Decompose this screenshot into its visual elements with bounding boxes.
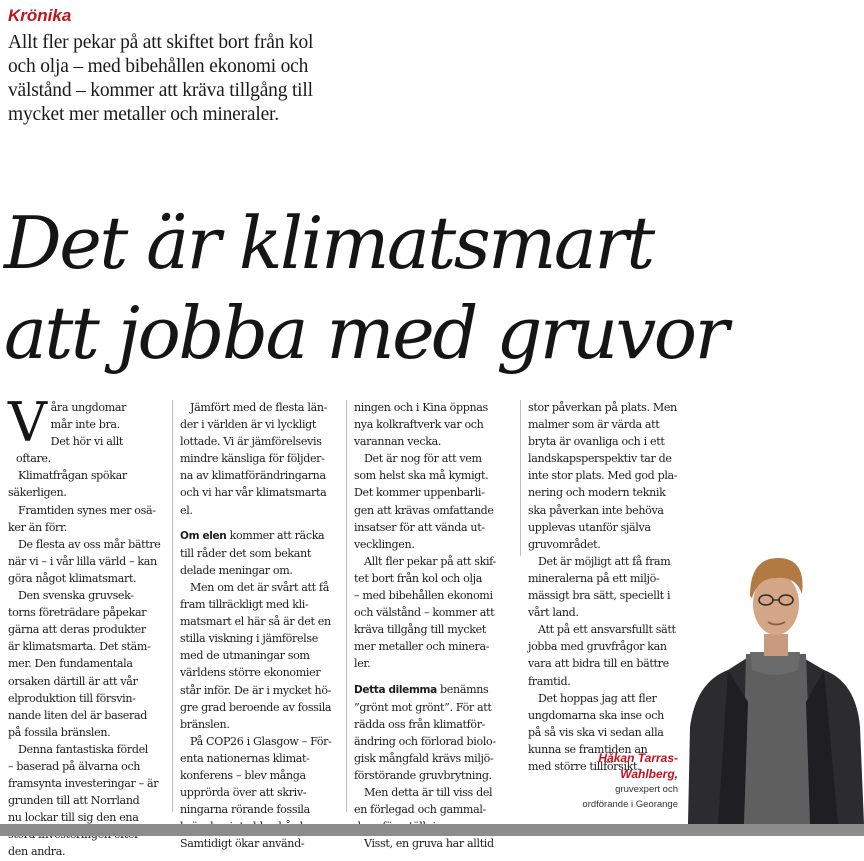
body-line: ungdomarna ska inse och bbox=[528, 708, 664, 722]
body-line: när vi – i vår lilla värld – kan bbox=[8, 554, 157, 568]
body-line: Visst, en gruva har alltid bbox=[364, 837, 494, 851]
body-line: står inför. De är i mycket hö- bbox=[180, 683, 332, 697]
author-role-line-2: ordförande i Georange bbox=[582, 799, 678, 810]
body-line: fram tillräckligt med kli- bbox=[180, 598, 309, 612]
body-line: gärna att deras produkter bbox=[8, 623, 146, 637]
column-divider bbox=[172, 400, 173, 812]
body-line: upplevas utanför själva bbox=[528, 520, 651, 534]
body-line: vecklingen. bbox=[354, 537, 415, 551]
body-line: ändring och förlorad biolo- bbox=[354, 734, 496, 748]
body-line: upprörda över att skriv- bbox=[180, 786, 307, 800]
body-line: tet bort från kol och olja bbox=[354, 571, 482, 585]
body-line: De flesta av oss mår bättre bbox=[18, 537, 161, 551]
body-column-4 bbox=[528, 399, 677, 775]
bottom-rule bbox=[0, 824, 864, 836]
drop-cap: V bbox=[8, 391, 47, 454]
body-line: en förlegad och gammal- bbox=[354, 803, 486, 817]
body-line: mer. Den fundamentala bbox=[8, 657, 133, 671]
body-line: el. bbox=[180, 503, 193, 517]
body-line: bryta är ovanliga och i ett bbox=[528, 435, 665, 449]
body-line: Samtidigt ökar använd- bbox=[180, 837, 305, 851]
body-line: Det kommer uppenbarli- bbox=[354, 486, 485, 500]
body-line: orsaken därtill är att vår bbox=[8, 674, 138, 688]
body-line: bränslen. bbox=[180, 717, 230, 731]
ingress-line: och olja – med bibehållen ekonomi och bbox=[8, 56, 309, 77]
body-line: Det hoppas jag att fler bbox=[538, 691, 657, 705]
body-line: framsynta investeringar – är bbox=[8, 777, 159, 791]
paragraph-gap bbox=[180, 519, 332, 527]
article-ingress bbox=[8, 31, 358, 127]
body-line: – baserad på älvarna och bbox=[8, 759, 141, 773]
paragraph-gap bbox=[354, 673, 496, 681]
body-line: stilla viskning i jämförelse bbox=[180, 632, 318, 646]
body-line: framtid. bbox=[528, 674, 571, 688]
body-line: åra ungdomar bbox=[50, 401, 127, 414]
body-line: ker än förr. bbox=[8, 520, 67, 534]
body-line: lottade. Vi är jämförelsevis bbox=[180, 435, 322, 449]
body-line: kräva tillgång till mycket bbox=[354, 623, 486, 637]
body-line: Det är nog för att vem bbox=[364, 452, 482, 466]
body-line: – med bibehållen ekonomi bbox=[354, 589, 493, 603]
body-line: ningarna rörande fossila bbox=[180, 803, 310, 817]
body-line: insatser för att vända ut- bbox=[354, 520, 485, 534]
body-line: vara att bidra till en bättre bbox=[528, 657, 669, 671]
body-line: förstörande gruvbrytning. bbox=[354, 768, 492, 782]
headline-line-1: Det är klimatsmart bbox=[4, 201, 653, 285]
body-line: kunna se framtiden an bbox=[528, 742, 648, 756]
body-text: benämns bbox=[436, 682, 489, 696]
body-line: den andra. bbox=[8, 845, 66, 859]
body-line: gre grad beroende av fossila bbox=[180, 700, 332, 714]
body-line: mineralerna på ett miljö- bbox=[528, 571, 660, 585]
body-line: grunden till att Norrland bbox=[8, 794, 140, 808]
body-line: vårt land. bbox=[528, 606, 579, 620]
body-line: nya kolkraftverk var och bbox=[354, 418, 484, 432]
body-line: landskapsperspektiv tar de bbox=[528, 452, 672, 466]
body-line: och vi har vår klimatsmarta bbox=[180, 486, 327, 500]
body-line: som helst ska må kymigt. bbox=[354, 469, 489, 483]
body-line: Det är möjligt att få fram bbox=[538, 554, 671, 568]
author-portrait bbox=[688, 552, 864, 824]
body-column-2 bbox=[180, 399, 332, 852]
body-line: till råder det som bekant bbox=[180, 546, 311, 560]
ingress-line: mycket mer metaller och mineraler. bbox=[8, 104, 279, 125]
body-line: göra något klimatsmart. bbox=[8, 571, 137, 585]
body-line: Framtiden synes mer osä- bbox=[18, 503, 156, 517]
body-line: elproduktion till försvin- bbox=[8, 691, 136, 705]
body-column-3 bbox=[354, 399, 496, 852]
section-lead: Detta dilemma bbox=[354, 683, 437, 696]
author-name-line-2: Wahlberg, bbox=[620, 767, 678, 781]
body-line: med de utmaningar som bbox=[180, 649, 310, 663]
body-line: Klimatfrågan spökar bbox=[18, 469, 127, 483]
body-line: nering och modern teknik bbox=[528, 486, 666, 500]
body-line: Det hör vi allt bbox=[50, 435, 124, 449]
body-text: kommer att räcka bbox=[226, 528, 325, 542]
body-line: På COP26 i Glasgow – För- bbox=[190, 734, 332, 748]
body-line: gruvområdet. bbox=[528, 537, 601, 551]
article-kicker: Krönika bbox=[8, 6, 72, 25]
body-line: enta nationernas klimat- bbox=[180, 751, 310, 765]
body-line: Allt fler pekar på att skif- bbox=[364, 554, 496, 568]
body-line: säkerligen. bbox=[8, 486, 67, 500]
body-line: mindre känsliga för följder- bbox=[180, 452, 325, 466]
body-line: na av klimatförändringarna bbox=[180, 469, 326, 483]
body-line: världens större ekonomier bbox=[180, 666, 321, 680]
body-line: stor påverkan på plats. Men bbox=[528, 401, 677, 414]
body-line: gisk mångfald krävs miljö- bbox=[354, 751, 494, 765]
body-line: matsmart el här så är det en bbox=[180, 615, 331, 629]
body-line: Jämfört med de flesta län- bbox=[190, 401, 328, 414]
column-divider bbox=[520, 400, 521, 556]
body-line: varannan vecka. bbox=[354, 435, 442, 449]
author-name-line-1: Håkan Tarras- bbox=[598, 751, 678, 765]
body-line: ler. bbox=[354, 657, 371, 671]
body-line: Men om det är svårt att få bbox=[190, 580, 329, 594]
body-column-1 bbox=[8, 391, 161, 861]
ingress-line: välstånd – kommer att kräva tillgång till bbox=[8, 80, 313, 101]
column-divider bbox=[346, 400, 347, 812]
section-lead: Om elen bbox=[180, 529, 227, 542]
body-line: oftare. bbox=[16, 452, 51, 466]
article-headline bbox=[4, 198, 864, 378]
body-line: delade meningar om. bbox=[180, 563, 293, 577]
body-line: Att på ett ansvarsfullt sätt bbox=[538, 623, 676, 637]
body-line bbox=[354, 681, 496, 699]
body-line: Den svenska gruvsek- bbox=[18, 589, 134, 603]
body-line: torns företrädare påpekar bbox=[8, 606, 147, 620]
body-line: nande liten del är baserad bbox=[8, 708, 147, 722]
body-line: och välstånd – kommer att bbox=[354, 606, 495, 620]
body-line: mer metaller och minera- bbox=[354, 640, 490, 654]
body-line: inte stor plats. Med god pla- bbox=[528, 469, 678, 483]
body-line: mår inte bra. bbox=[50, 418, 120, 432]
body-line: Denna fantastiska fördel bbox=[18, 742, 148, 756]
body-line: rädda oss från klimatför- bbox=[354, 717, 486, 731]
body-line: är klimatsmarta. Det stäm- bbox=[8, 640, 151, 654]
body-line bbox=[180, 527, 332, 545]
body-line: nu lockar till sig den ena bbox=[8, 811, 139, 825]
headline-line-2: att jobba med gruvor bbox=[4, 291, 727, 375]
author-byline bbox=[566, 750, 678, 812]
body-line: på fossila bränslen. bbox=[8, 725, 111, 739]
body-line: ”grönt mot grönt”. För att bbox=[354, 700, 492, 714]
body-line: konferens – blev många bbox=[180, 768, 306, 782]
body-line: ningen och i Kina öppnas bbox=[354, 401, 488, 414]
author-role-line-1: gruvexpert och bbox=[615, 784, 678, 795]
body-line: gen att krävas omfattande bbox=[354, 503, 494, 517]
body-line: med större tillförsikt. bbox=[528, 759, 641, 773]
body-line: Men detta är till viss del bbox=[364, 786, 493, 800]
body-line: på så vis ska vi sedan alla bbox=[528, 725, 664, 739]
body-line: ska påverkan inte behöva bbox=[528, 503, 664, 517]
ingress-line: Allt fler pekar på att skiftet bort från kol bbox=[8, 32, 314, 53]
body-line: malmer som är värda att bbox=[528, 418, 660, 432]
body-line: mässigt bra sätt, speciellt i bbox=[528, 589, 671, 603]
body-line: jobba med gruvfrågor kan bbox=[528, 640, 667, 654]
body-line: der i världen är vi lyckligt bbox=[180, 418, 317, 432]
